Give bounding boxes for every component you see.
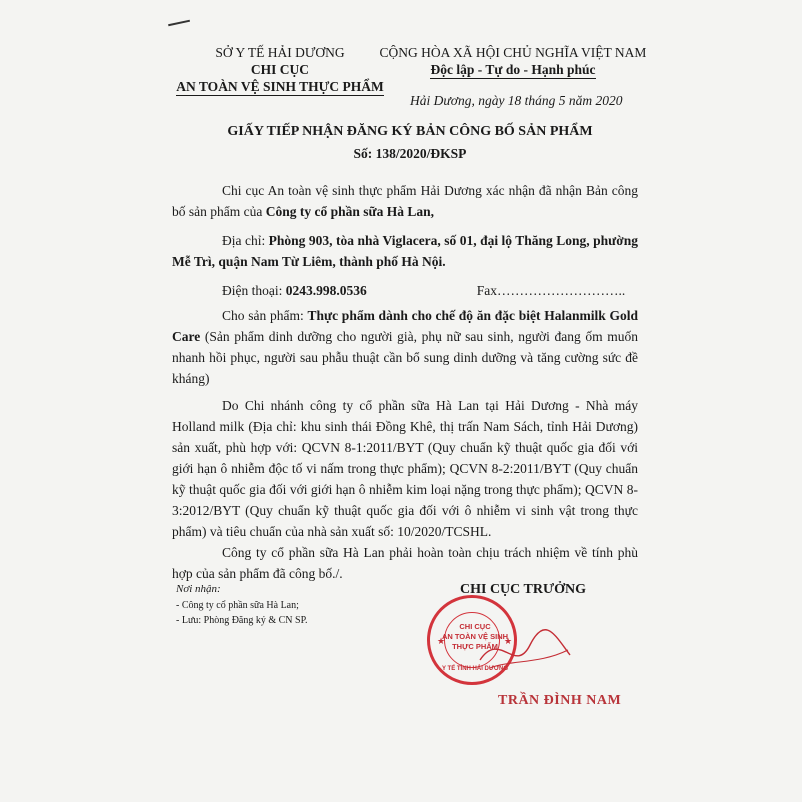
signature — [470, 620, 580, 680]
header-left-ministry: SỞ Y TẾ HẢI DƯƠNG — [215, 45, 345, 60]
recipients — [176, 583, 308, 627]
seal-line: CHI CỤC — [459, 622, 491, 631]
document-number: Số: 138/2020/ĐKSP — [353, 146, 467, 161]
seal-line: THỰC PHẨM — [452, 642, 498, 651]
seal-star-icon: ★ — [504, 636, 513, 646]
signer-name: TRẦN ĐÌNH NAM — [498, 693, 622, 708]
national-motto: Độc lập - Tự do - Hạnh phúc — [430, 62, 596, 77]
seal-star-icon: ★ — [437, 636, 446, 646]
date-line: Hải Dương, ngày 18 tháng 5 năm 2020 — [410, 93, 623, 108]
header-left-agency: AN TOÀN VỆ SINH THỰC PHẨM — [176, 79, 384, 94]
signer-title: CHI CỤC TRƯỞNG — [460, 582, 587, 597]
para-receipt: Chi cục An toàn vệ sinh thực phẩm Hải Dương xác nhận đã nhận Bản công bố sản phẩm của Công ty cổ phần sữa Hà Lan, — [172, 183, 638, 219]
para-product: Cho sản phẩm: Thực phẩm dành cho chế độ ăn đặc biệt Halanmilk Gold Care (Sản phẩm dinh dưỡng cho người già, phụ nữ sau sinh, người đang ốm muốn nhanh hồi phục, người sau phẫu thuật cần bổ sung dinh dưỡng và tăng cường sức đề kháng) — [172, 308, 639, 386]
recipient-item: - Lưu: Phòng Đăng ký & CN SP. — [176, 615, 308, 626]
para-address: Địa chỉ: Phòng 903, tòa nhà Viglacera, số 01, đại lộ Thăng Long, phường Mễ Trì, quận Nam Từ Liêm, thành phố Hà Nội. — [172, 233, 638, 269]
seal-bottom: Y TẾ TỈNH HẢI DƯƠNG — [442, 666, 508, 672]
body — [172, 180, 638, 584]
header-left-dept: CHI CỤC — [250, 62, 310, 77]
para-producer: Do Chi nhánh công ty cổ phần sữa Hà Lan tại Hải Dương - Nhà máy Holland milk (Địa chỉ: khu sinh thái Đồng Khê, thị trấn Nam Sách, tỉnh Hải Dương) sản xuất, phù hợp với: QCVN 8-1:2011/BYT (Quy chuẩn kỹ thuật quốc gia đối với giới hạn ô nhiễm độc tố vi nấm trong thực phẩm); QCVN 8-2:2011/BYT (Quy chuẩn kỹ thuật quốc gia đối với giới hạn ô nhiễm kim loại nặng trong thực phẩm); QCVN 8-3:2012/BYT (Quy chuẩn kỹ thuật quốc gia đối với ô nhiễm vi sinh vật trong thực phẩm) và tiêu chuẩn của nhà sản xuất số: 10/2020/TCSHL. — [172, 398, 638, 539]
para-responsibility: Công ty cổ phần sữa Hà Lan phải hoàn toàn chịu trách nhiệm về tính phù hợp của sản phẩm đã công bố./. — [172, 545, 638, 581]
para-phone: Điện thoại: 0243.998.0536 Fax……………………….. — [222, 283, 626, 298]
header-right — [378, 44, 648, 79]
recipient-item: - Công ty cổ phần sữa Hà Lan; — [176, 600, 299, 611]
document-title: GIẤY TIẾP NHẬN ĐĂNG KÝ BẢN CÔNG BỐ SẢN PHẨM — [227, 124, 593, 139]
recipients-label: Nơi nhận: — [176, 583, 221, 595]
national-title: CỘNG HÒA XÃ HỘI CHỦ NGHĨA VIỆT NAM — [379, 45, 647, 60]
pen-mark — [168, 20, 190, 26]
header-left — [170, 44, 390, 96]
seal-line: AN TOÀN VỆ SINH — [441, 632, 509, 641]
